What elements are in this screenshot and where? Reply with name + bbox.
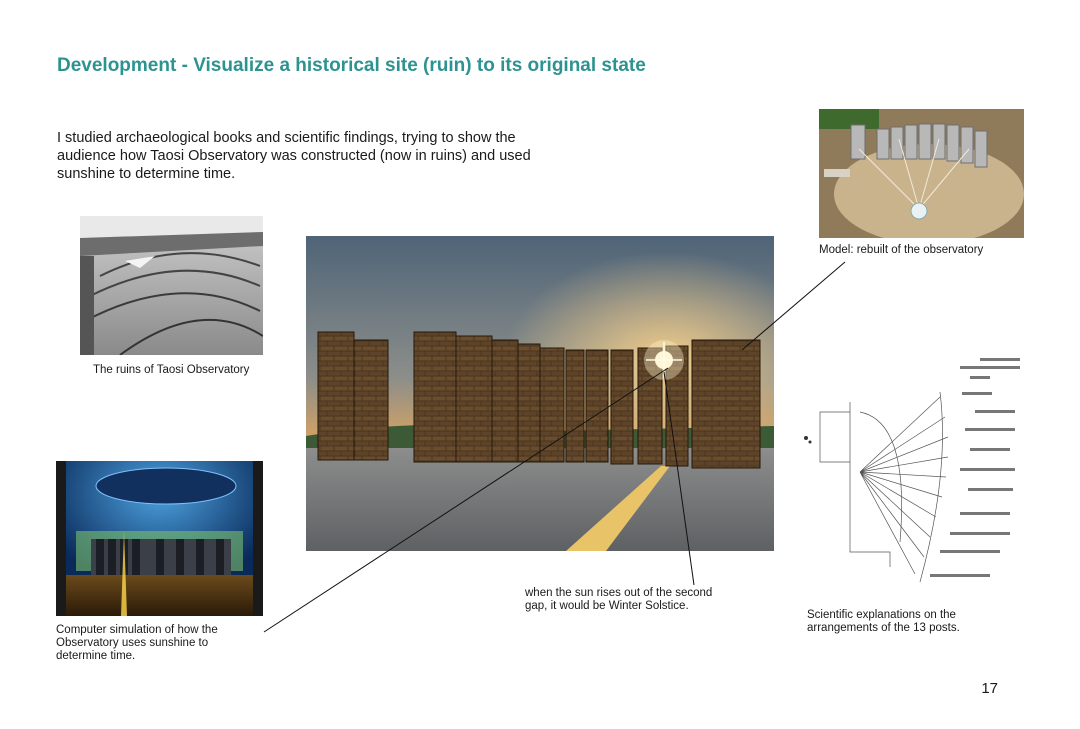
simulation-caption: Computer simulation of how the Observatory uses sunshine to determine time. bbox=[56, 624, 218, 662]
ruins-caption: The ruins of Taosi Observatory bbox=[93, 364, 250, 376]
model-caption: Model: rebuilt of the observatory bbox=[819, 244, 984, 256]
page-title: Development - Visualize a historical site (ruin) to its original state bbox=[57, 55, 646, 76]
page-number: 17 bbox=[981, 680, 998, 697]
intro-text: I studied archaeological books and scientific findings, trying to show the audience how Taosi Observatory was constructed (now in ruins) and used sunshine to determine time. bbox=[57, 130, 531, 182]
solstice-caption: when the sun rises out of the second gap, it would be Winter Solstice. bbox=[525, 587, 713, 612]
scientific-caption: Scientific explanations on the arrangements of the 13 posts. bbox=[807, 609, 960, 634]
